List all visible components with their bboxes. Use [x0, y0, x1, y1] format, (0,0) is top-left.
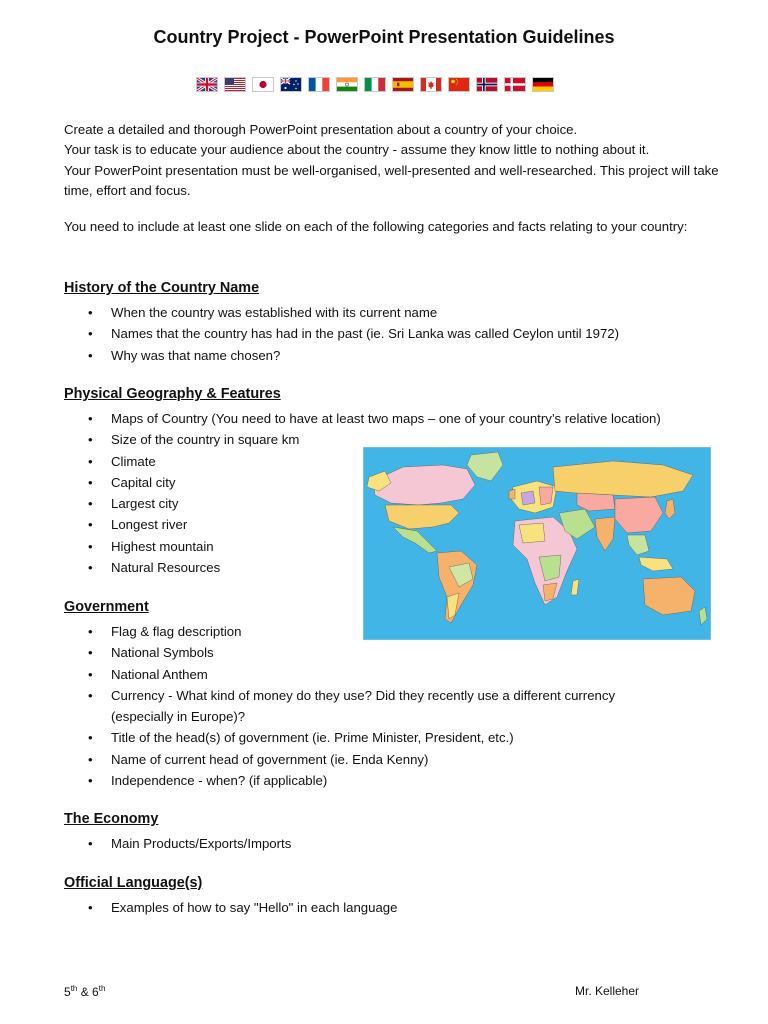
- footer-class-6: & 6: [77, 985, 99, 999]
- list-item: • National Anthem: [88, 664, 671, 685]
- china-flag-icon: [448, 77, 470, 92]
- spain-flag-icon: [392, 77, 414, 92]
- intro-paragraph: [64, 120, 724, 201]
- language-list: [88, 897, 397, 918]
- list-item: • Highest mountain: [88, 536, 661, 557]
- list-item: • Maps of Country (You need to have at least two maps – one of your country’s relative location): [88, 408, 661, 429]
- uk-flag-icon: [196, 77, 218, 92]
- list-item: • Flag & flag description: [88, 621, 671, 642]
- history-list: [88, 302, 619, 366]
- footer-teacher-name: Mr. Kelleher: [575, 984, 640, 998]
- canada-flag-icon: [420, 77, 442, 92]
- footer-class-label: [64, 984, 105, 999]
- flag-row: [196, 77, 554, 92]
- list-item: • Main Products/Exports/Imports: [88, 833, 291, 854]
- section-heading-language: Official Language(s): [64, 875, 203, 891]
- list-item: • Examples of how to say "Hello" in each language: [88, 897, 397, 918]
- list-item: • National Symbols: [88, 642, 671, 663]
- list-item: • Currency - What kind of money do they use? Did they recently use a different currency (especially in Europe)?: [88, 685, 671, 728]
- norway-flag-icon: [476, 77, 498, 92]
- list-item: • Names that the country has had in the past (ie. Sri Lanka was called Ceylon until 1972): [88, 323, 619, 344]
- italy-flag-icon: [364, 77, 386, 92]
- footer-superscript: th: [70, 984, 78, 993]
- list-item: • When the country was established with its current name: [88, 302, 619, 323]
- usa-flag-icon: [224, 77, 246, 92]
- list-item: • Climate: [88, 451, 661, 472]
- section-heading-economy: The Economy: [64, 811, 159, 827]
- economy-list: [88, 833, 291, 854]
- france-flag-icon: [308, 77, 330, 92]
- list-item: • Name of current head of government (ie. Enda Kenny): [88, 749, 671, 770]
- germany-flag-icon: [532, 77, 554, 92]
- list-item: • Independence - when? (if applicable): [88, 770, 671, 791]
- intro-line: Your PowerPoint presentation must be well-organised, well-presented and well-researched. This project will take time, effort and focus.: [64, 162, 719, 198]
- list-item: • Largest city: [88, 493, 661, 514]
- list-item: • Size of the country in square km: [88, 429, 661, 450]
- list-item: • Title of the head(s) of government (ie. Prime Minister, President, etc.): [88, 727, 671, 748]
- section-heading-history: History of the Country Name: [64, 280, 260, 296]
- denmark-flag-icon: [504, 77, 526, 92]
- government-list: [88, 621, 671, 791]
- india-flag-icon: [336, 77, 358, 92]
- intro-line: Create a detailed and thorough PowerPoint presentation about a country of your choice.: [64, 122, 578, 137]
- japan-flag-icon: [252, 77, 274, 92]
- list-item: • Capital city: [88, 472, 661, 493]
- list-item: • Natural Resources: [88, 557, 661, 578]
- instructions-paragraph: You need to include at least one slide on each of the following categories and facts relating to your country:: [64, 219, 688, 234]
- page-title: Country Project - PowerPoint Presentation Guidelines: [153, 27, 615, 47]
- section-heading-government: Government: [64, 599, 149, 615]
- list-item: • Why was that name chosen?: [88, 345, 619, 366]
- list-item: • Longest river: [88, 514, 661, 535]
- intro-line: Your task is to educate your audience about the country - assume they know little to nothing about it.: [64, 142, 650, 158]
- footer-class-5: 5: [64, 985, 71, 999]
- section-heading-geography: Physical Geography & Features: [64, 386, 281, 402]
- footer-superscript: th: [98, 984, 106, 993]
- australia-flag-icon: [280, 77, 302, 92]
- world-map-image: [363, 447, 711, 640]
